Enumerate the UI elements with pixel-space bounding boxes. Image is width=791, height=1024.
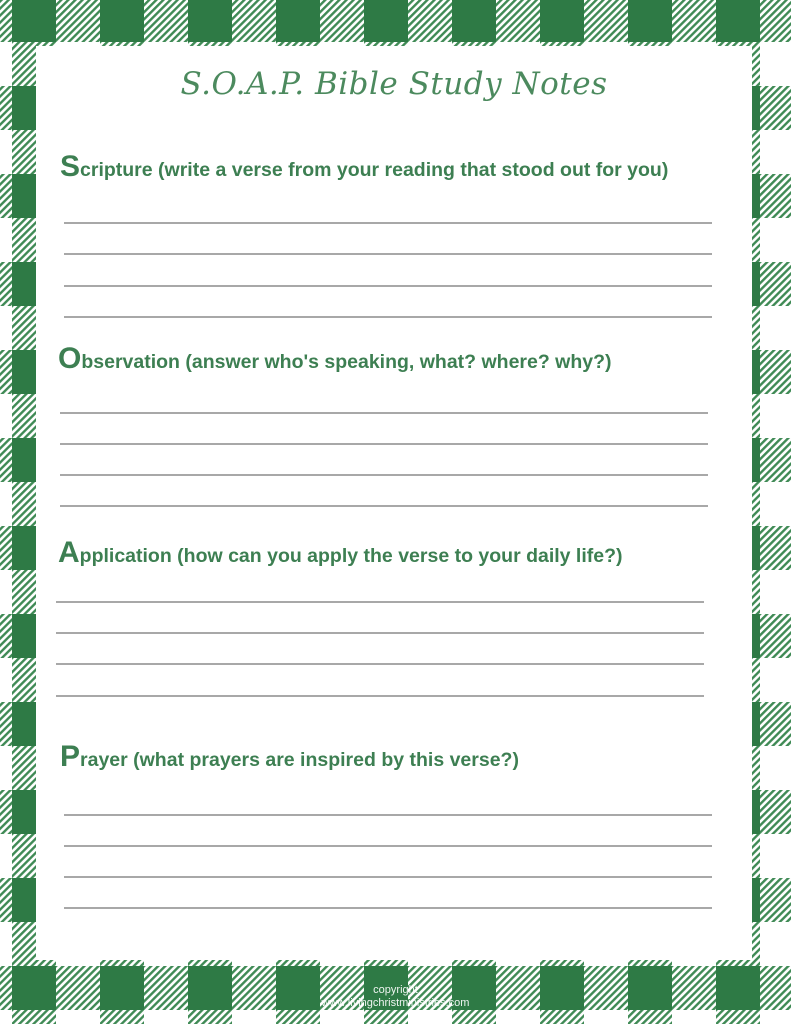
writing-line — [64, 907, 712, 909]
writing-line — [64, 876, 712, 878]
writing-line — [56, 601, 704, 603]
section-label: rayer (what prayers are inspired by this verse?) — [80, 749, 519, 771]
writing-line — [56, 695, 704, 697]
footer-website: www.livingchristministries.com — [321, 997, 470, 1009]
writing-line — [60, 474, 708, 476]
writing-line — [64, 285, 712, 287]
section-initial: P — [60, 740, 81, 773]
section-label: pplication (how can you apply the verse to your daily life?) — [79, 545, 623, 567]
writing-line — [64, 814, 712, 816]
page-title: S.O.A.P. Bible Study Notes — [180, 66, 608, 102]
writing-line — [64, 253, 712, 255]
writing-line — [64, 316, 712, 318]
writing-line — [60, 443, 708, 445]
footer-copyright: copyright — [373, 984, 418, 996]
notes-sheet — [36, 46, 752, 960]
writing-line — [64, 222, 712, 224]
section-initial: A — [58, 536, 80, 569]
section-initial: S — [60, 150, 81, 183]
writing-line — [64, 845, 712, 847]
footer-watermark — [0, 984, 791, 1010]
section-heading-prayer — [60, 740, 519, 774]
writing-line — [56, 632, 704, 634]
section-heading-observation — [58, 342, 612, 376]
section-label: bservation (answer who's speaking, what? where? why?) — [81, 351, 612, 373]
section-label: cripture (write a verse from your reading that stood out for you) — [80, 159, 669, 181]
section-heading-scripture — [60, 150, 668, 184]
writing-line — [56, 663, 704, 665]
section-initial: O — [58, 342, 82, 375]
section-heading-application — [58, 536, 623, 570]
writing-line — [60, 505, 708, 507]
writing-line — [60, 412, 708, 414]
